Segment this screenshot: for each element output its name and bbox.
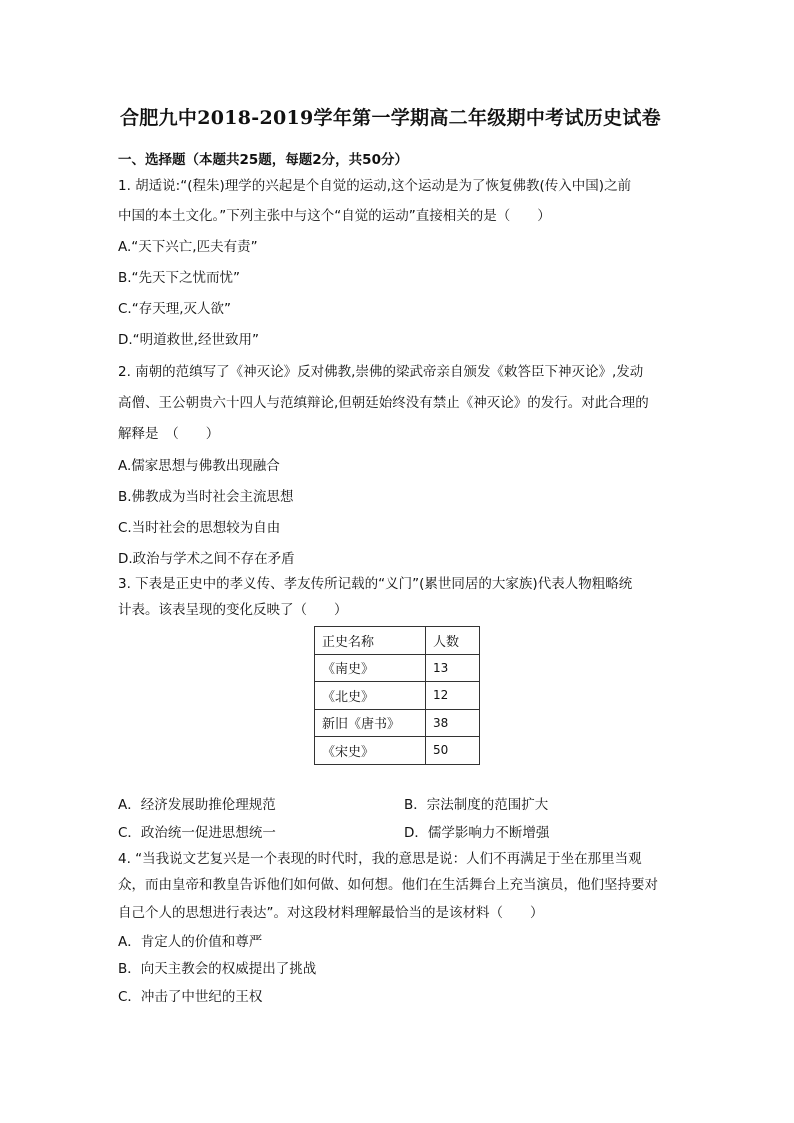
table-header-cell: 正史名称 — [315, 627, 426, 655]
table-header-row — [315, 627, 480, 655]
table-row — [315, 737, 480, 765]
question-1-option-a: A.“天下兴亡,匹夫有责” — [118, 239, 258, 255]
question-4-line-1: 4. “当我说文艺复兴是一个表现的时代时，我的意思是说：人们不再满足于坐在那里当观 — [118, 851, 642, 867]
question-3-option-c: C．政治统一促进思想统一 — [118, 825, 276, 841]
question-4-line-3: 自己个人的思想进行表达”。对这段材料理解最恰当的是该材料（ ） — [118, 905, 544, 921]
question-3-option-b: B．宗法制度的范围扩大 — [404, 797, 549, 813]
table-cell: 50 — [426, 737, 480, 765]
section-heading: 一、选择题（本题共25题，每题2分，共50分） — [118, 152, 408, 168]
question-2-option-a: A.儒家思想与佛教出现融合 — [118, 458, 280, 474]
question-4-line-2: 众，而由皇帝和教皇告诉他们如何做、如何想。他们在生活舞台上充当演员，他们坚持要对 — [118, 877, 658, 893]
table-row — [315, 709, 480, 737]
question-3-option-d: D．儒学影响力不断增强 — [404, 825, 550, 841]
question-2-line-1: 2. 南朝的范缜写了《神灭论》反对佛教,崇佛的梁武帝亲自颁发《敕答臣下神灭论》,发动 — [118, 364, 644, 380]
question-1-line-2: 中国的本土文化。”下列主张中与这个“自觉的运动”直接相关的是（ ） — [118, 208, 551, 224]
question-2-line-3: 解释是 （ ） — [118, 426, 220, 442]
table-cell: 新旧《唐书》 — [315, 709, 426, 737]
page-title: 合肥九中2018-2019学年第一学期高二年级期中考试历史试卷 — [120, 107, 661, 129]
question-2-line-2: 高僧、王公朝贵六十四人与范缜辩论,但朝廷始终没有禁止《神灭论》的发行。对此合理的 — [118, 395, 649, 411]
question-1-option-d: D.“明道救世,经世致用” — [118, 332, 259, 348]
table-cell: 《北史》 — [315, 682, 426, 710]
question-2-option-c: C.当时社会的思想较为自由 — [118, 520, 281, 536]
question-1-line-1: 1. 胡适说:“(程朱)理学的兴起是个自觉的运动,这个运动是为了恢复佛教(传入中国)之前 — [118, 178, 632, 194]
question-4-option-b: B．向天主教会的权威提出了挑战 — [118, 961, 317, 977]
table-cell: 12 — [426, 682, 480, 710]
table-row — [315, 682, 480, 710]
table-row — [315, 654, 480, 682]
question-3-line-1: 3. 下表是正史中的孝义传、孝友传所记载的“义门”(累世同居的大家族)代表人物粗略统 — [118, 576, 633, 592]
statistics-table — [314, 626, 480, 765]
table-cell: 《宋史》 — [315, 737, 426, 765]
question-3-option-a: A．经济发展助推伦理规范 — [118, 797, 276, 813]
question-1-option-c: C.“存天理,灭人欲” — [118, 301, 231, 317]
question-3-line-2: 计表。该表呈现的变化反映了（ ） — [118, 602, 348, 618]
question-2-option-b: B.佛教成为当时社会主流思想 — [118, 489, 294, 505]
question-4-option-c: C．冲击了中世纪的王权 — [118, 989, 263, 1005]
question-4-option-a: A．肯定人的价值和尊严 — [118, 934, 263, 950]
table-cell: 《南史》 — [315, 654, 426, 682]
question-2-option-d: D.政治与学术之间不存在矛盾 — [118, 551, 295, 567]
question-1-option-b: B.“先天下之忧而忧” — [118, 270, 241, 286]
table-header-cell: 人数 — [426, 627, 480, 655]
table-cell: 13 — [426, 654, 480, 682]
table-cell: 38 — [426, 709, 480, 737]
